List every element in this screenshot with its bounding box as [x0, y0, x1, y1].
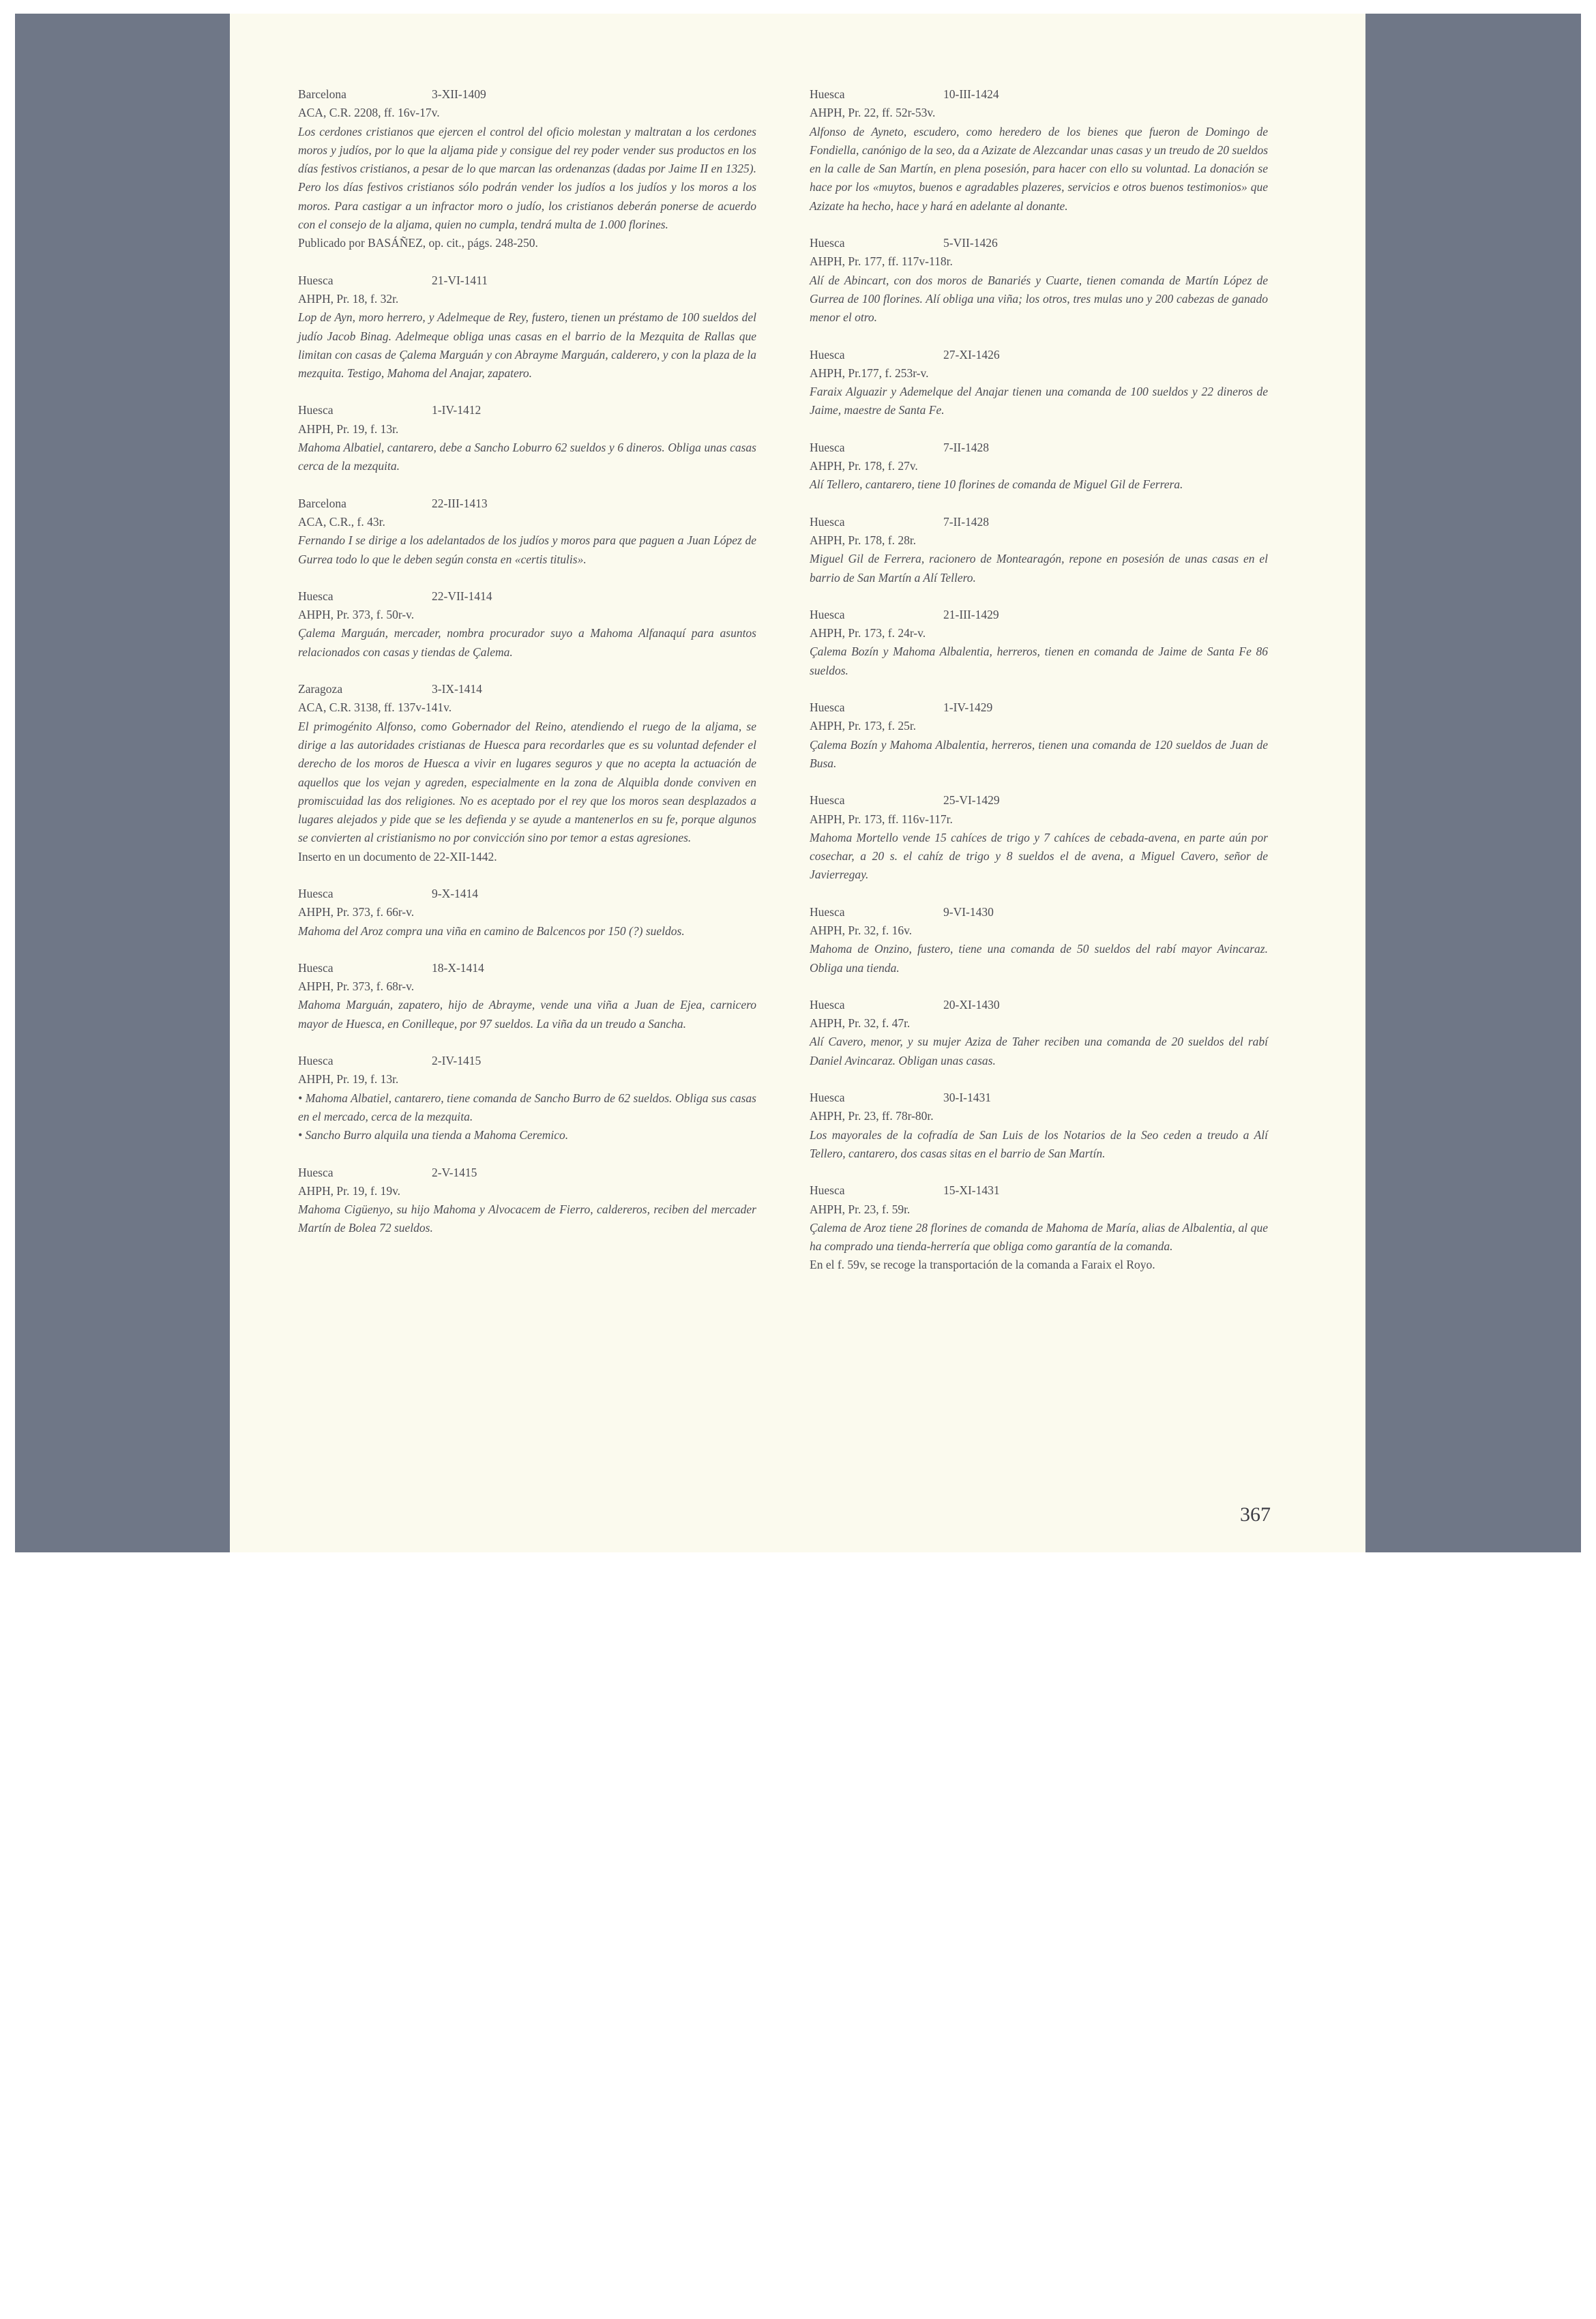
entry-date: 9-X-1414	[432, 886, 479, 900]
entry-header	[810, 1089, 1268, 1107]
entry-reference: AHPH, Pr. 373, f. 68r-v.	[298, 979, 415, 994]
entry-date: 30-I-1431	[943, 1091, 991, 1105]
right-column	[810, 85, 1268, 1293]
entry-reference: ACA, C.R. 3138, ff. 137v-141v.	[298, 700, 452, 715]
entry-summary: Mahoma Cigüenyo, su hijo Mahoma y Alvocacem de Fierro, caldereros, reciben del mercader Martín de Bolea 72 sueldos.	[298, 1202, 756, 1235]
entry-reference: AHPH, Pr. 18, f. 32r.	[298, 291, 399, 306]
entry-note: En el f. 59v, se recoge la transportación de la comanda a Faraix el Royo.	[810, 1258, 1155, 1272]
entry-header	[298, 885, 756, 903]
entry-date: 21-III-1429	[943, 607, 999, 621]
entry-reference: AHPH, Pr. 173, f. 24r-v.	[810, 626, 926, 640]
entry-place: Huesca	[810, 904, 845, 919]
entry-header	[298, 401, 756, 419]
document-entry	[298, 85, 756, 253]
document-entry	[810, 85, 1268, 216]
document-entry	[810, 346, 1268, 420]
document-entry	[298, 1052, 756, 1144]
entry-note: Inserto en un documento de 22-XII-1442.	[298, 849, 497, 863]
entry-date: 3-XII-1409	[432, 87, 486, 101]
entry-bullet-item	[298, 1126, 756, 1144]
document-entry	[298, 494, 756, 569]
entry-reference: AHPH, Pr. 173, f. 25r.	[810, 719, 917, 733]
entry-summary: Los mayorales de la cofradía de San Luis de los Notarios de la Seo ceden a treudo a Alí Tellero, cantarero, dos casas sitas en el barrio de San Martín.	[810, 1127, 1268, 1160]
document-entry	[810, 234, 1268, 327]
entry-note: Publicado por BASÁÑEZ, op. cit., págs. 248-250.	[298, 236, 538, 250]
document-entry	[298, 959, 756, 1033]
entry-reference: ACA, C.R. 2208, ff. 16v-17v.	[298, 106, 440, 120]
entry-header	[298, 680, 756, 698]
entry-reference: AHPH, Pr. 23, f. 59r.	[810, 1202, 911, 1216]
entry-reference: AHPH, Pr. 19, f. 13r.	[298, 422, 399, 436]
entry-place: Huesca	[298, 1054, 334, 1068]
entry-date: 2-IV-1415	[432, 1054, 482, 1068]
entry-place: Huesca	[298, 886, 334, 900]
entry-reference: AHPH, Pr. 173, ff. 116v-117r.	[810, 812, 953, 826]
document-entry	[810, 1089, 1268, 1163]
entry-date: 22-III-1413	[432, 496, 488, 510]
entry-header	[298, 1052, 756, 1070]
entry-header	[810, 85, 1268, 104]
bullet-icon: •	[298, 1128, 306, 1142]
entry-date: 10-III-1424	[943, 87, 999, 101]
entry-summary: Çalema Marguán, mercader, nombra procurador suyo a Mahoma Alfanaquí para asuntos relacionados con casas y tiendas de Çalema.	[298, 626, 756, 659]
entry-header	[810, 698, 1268, 717]
entry-summary: Mahoma Mortello vende 15 cahíces de trigo y 7 cahíces de cebada-avena, en parte aún por cosechar, a 20 s. el cahíz de trigo y 8 sueldos el de avena, a Miguel Cavero, señor de Javierregay.	[810, 830, 1268, 882]
entry-date: 3-IX-1414	[432, 682, 482, 696]
entry-date: 2-V-1415	[432, 1165, 477, 1179]
entry-place: Huesca	[298, 273, 334, 287]
left-column	[298, 85, 756, 1256]
entry-date: 7-II-1428	[943, 514, 990, 529]
entry-place: Huesca	[298, 403, 334, 417]
page-number: 367	[1240, 1503, 1271, 1526]
entry-header	[810, 1181, 1268, 1200]
entry-header	[298, 271, 756, 290]
entry-reference: AHPH, Pr. 22, ff. 52r-53v.	[810, 106, 936, 120]
entry-date: 1-IV-1412	[432, 403, 482, 417]
entry-reference: AHPH, Pr. 32, f. 16v.	[810, 923, 913, 937]
entry-header	[810, 346, 1268, 364]
entry-place: Huesca	[810, 514, 845, 529]
entry-date: 25-VI-1429	[943, 793, 1000, 808]
entry-place: Huesca	[810, 793, 845, 808]
bullet-icon: •	[298, 1091, 306, 1105]
entry-header	[810, 513, 1268, 531]
entry-bullet-text: Mahoma Albatiel, cantarero, tiene comanda de Sancho Burro de 62 sueldos. Obliga sus casas en el mercado, cerca de la mezquita.	[298, 1091, 756, 1123]
document-entry	[810, 903, 1268, 977]
document-entry	[298, 401, 756, 475]
entry-header	[298, 587, 756, 606]
entry-date: 5-VII-1426	[943, 236, 998, 250]
entry-summary: Faraix Alguazir y Ademelque del Anajar tienen una comanda de 100 sueldos y 22 dineros de Jaime, maestre de Santa Fe.	[810, 385, 1268, 417]
entry-header	[810, 234, 1268, 252]
entry-date: 18-X-1414	[432, 960, 484, 975]
entry-reference: AHPH, Pr. 177, ff. 117v-118r.	[810, 254, 953, 269]
document-entry	[810, 791, 1268, 884]
entry-summary: Alfonso de Ayneto, escudero, como heredero de los bienes que fueron de Domingo de Fondiella, canónigo de la seo, da a Azizate de Alezcandar unas casas y un treudo de 20 sueldos en la calle de San Martín, en plena posesión, para hacer con ello su voluntad. La donación se hace por los «muytos, buenos e agradables plazeres, servicios e otros buenos testimonios» que Azizate ha hecho, hace y hará en adelante al donante.	[810, 124, 1268, 213]
entry-summary: Miguel Gil de Ferrera, racionero de Montearagón, repone en posesión de unas casas en el barrio de San Martín a Alí Tellero.	[810, 552, 1268, 585]
entry-place: Huesca	[810, 1091, 845, 1105]
document-entry	[298, 587, 756, 662]
document-entry	[298, 1164, 756, 1238]
entry-summary: El primogénito Alfonso, como Gobernador del Reino, atendiendo el ruego de la aljama, se dirige a las autoridades cristianas de Huesca para recordarles que es su voluntad defender el derecho de los moros de Huesca a vivir en lugares seguros y que no acepta la actuación de aquellos que los vejan y agreden, especialmente en la zona de Alquibla donde conviven en promiscuidad las dos religiones. No es aceptado por el rey que los moros sean desplazados a lugares alejados y pide que se les defienda y se ayude a mantenerlos en su fe, porque algunos se convierten al cristianismo no por convicción sino por temor a estas agresiones.	[298, 719, 756, 845]
entry-summary: Çalema Bozín y Mahoma Albalentia, herreros, tienen en comanda de Jaime de Santa Fe 86 sueldos.	[810, 645, 1268, 677]
entry-place: Huesca	[810, 607, 845, 621]
entry-place: Huesca	[810, 1183, 845, 1198]
entry-date: 22-VII-1414	[432, 589, 492, 603]
entry-summary: Lop de Ayn, moro herrero, y Adelmeque de Rey, fustero, tienen un préstamo de 100 sueldos del judío Jacob Binag. Adelmeque obliga unas casas en el barrio de la Mezquita de Rallas que limitan con casas de Çalema Marguán y con Abrayme Marguán, calderero, y con la plaza de la mezquita. Testigo, Mahoma del Anajar, zapatero.	[298, 310, 756, 381]
document-entry	[810, 439, 1268, 494]
entry-reference: AHPH, Pr.177, f. 253r-v.	[810, 366, 929, 380]
entry-place: Barcelona	[298, 496, 346, 510]
entry-date: 21-VI-1411	[432, 273, 488, 287]
entry-date: 9-VI-1430	[943, 904, 994, 919]
entry-summary: Alí Cavero, menor, y su mujer Aziza de Taher reciben una comanda de 20 sueldos del rabí Daniel Avincaraz. Obligan unas casas.	[810, 1035, 1268, 1067]
entry-reference: AHPH, Pr. 19, f. 19v.	[298, 1183, 401, 1198]
entry-summary: Çalema de Aroz tiene 28 florines de comanda de Mahoma de María, alias de Albalentia, al que ha comprado una tienda-herrería que obliga como garantía de la comanda.	[810, 1220, 1268, 1254]
entry-place: Huesca	[810, 236, 845, 250]
entry-place: Huesca	[810, 440, 845, 454]
entry-place: Huesca	[810, 997, 845, 1011]
entry-summary: Çalema Bozín y Mahoma Albalentia, herreros, tienen una comanda de 120 sueldos de Juan de Busa.	[810, 737, 1268, 770]
entry-summary: Mahoma del Aroz compra una viña en camino de Balcencos por 150 (?) sueldos.	[298, 924, 685, 938]
entry-summary: Mahoma de Onzino, fustero, tiene una comanda de 50 sueldos del rabí mayor Avincaraz. Obliga una tienda.	[810, 942, 1268, 975]
entry-reference: ACA, C.R., f. 43r.	[298, 514, 385, 529]
entry-header	[298, 85, 756, 104]
entry-summary: Alí Tellero, cantarero, tiene 10 florines de comanda de Miguel Gil de Ferrera.	[810, 477, 1183, 492]
entry-reference: AHPH, Pr. 19, f. 13r.	[298, 1072, 399, 1087]
document-entry	[810, 698, 1268, 773]
entry-header	[810, 791, 1268, 810]
entry-summary: Mahoma Marguán, zapatero, hijo de Abrayme, vende una viña a Juan de Ejea, carnicero mayor de Huesca, en Conilleque, por 97 sueldos. La viña da un treudo a Sancha.	[298, 998, 756, 1031]
entry-place: Huesca	[810, 87, 845, 101]
entry-reference: AHPH, Pr. 32, f. 47r.	[810, 1016, 911, 1031]
entry-summary: Mahoma Albatiel, cantarero, debe a Sancho Loburro 62 sueldos y 6 dineros. Obliga unas casas cerca de la mezquita.	[298, 441, 756, 473]
entry-place: Zaragoza	[298, 682, 343, 696]
entry-date: 20-XI-1430	[943, 997, 1000, 1011]
document-entry	[810, 1181, 1268, 1274]
entry-place: Huesca	[298, 960, 334, 975]
entry-date: 27-XI-1426	[943, 347, 1000, 361]
document-entry	[298, 271, 756, 383]
document-entry	[810, 606, 1268, 680]
entry-date: 1-IV-1429	[943, 700, 993, 715]
entry-date: 15-XI-1431	[943, 1183, 1000, 1198]
entry-reference: AHPH, Pr. 373, f. 50r-v.	[298, 608, 415, 622]
document-entry	[298, 680, 756, 866]
entry-place: Huesca	[298, 1165, 334, 1179]
entry-header	[810, 606, 1268, 624]
document-entry	[298, 885, 756, 941]
entry-bullet-text: Sancho Burro alquila una tienda a Mahoma Ceremico.	[305, 1128, 569, 1142]
entry-header	[298, 959, 756, 977]
entry-summary: Alí de Abincart, con dos moros de Banariés y Cuarte, tienen comanda de Martín López de Gurrea de 100 florines. Alí obliga una viña; los otros, tres mulas uno y 200 cabezas de ganado menor el otro.	[810, 273, 1268, 325]
entry-header	[810, 903, 1268, 921]
document-entry	[810, 996, 1268, 1070]
entry-date: 7-II-1428	[943, 440, 990, 454]
entry-reference: AHPH, Pr. 178, f. 28r.	[810, 533, 917, 547]
entry-summary: Fernando I se dirige a los adelantados de los judíos y moros para que paguen a Juan López de Gurrea todo lo que le deben según consta en «certis titulis».	[298, 533, 756, 566]
entry-header	[298, 494, 756, 513]
entry-reference: AHPH, Pr. 178, f. 27v.	[810, 459, 918, 473]
entry-header	[810, 996, 1268, 1014]
document-entry	[810, 513, 1268, 587]
entry-bullet-item	[298, 1089, 756, 1127]
entry-summary: Los cerdones cristianos que ejercen el control del oficio molestan y maltratan a los cerdones moros y judíos, por lo que la aljama pide y consigue del rey poder vender sus productos en los días festivos cristianos, a pesar de lo que marcan las ordenanzas (dadas por Jaime II en 1325). Pero los días festivos cristianos sólo podrán vender los judíos a los judíos y los moros a los moros. Para castigar a un infractor moro o judío, los cristianos deberán ponerse de acuerdo con el consejo de la aljama, quien no cumpla, tendrá multa de 1.000 florines.	[298, 124, 756, 232]
entry-place: Barcelona	[298, 87, 346, 101]
entry-place: Huesca	[298, 589, 334, 603]
entry-place: Huesca	[810, 347, 845, 361]
entry-place: Huesca	[810, 700, 845, 715]
entry-reference: AHPH, Pr. 373, f. 66r-v.	[298, 905, 415, 919]
entry-header	[810, 439, 1268, 457]
entry-header	[298, 1164, 756, 1182]
entry-reference: AHPH, Pr. 23, ff. 78r-80r.	[810, 1109, 934, 1123]
